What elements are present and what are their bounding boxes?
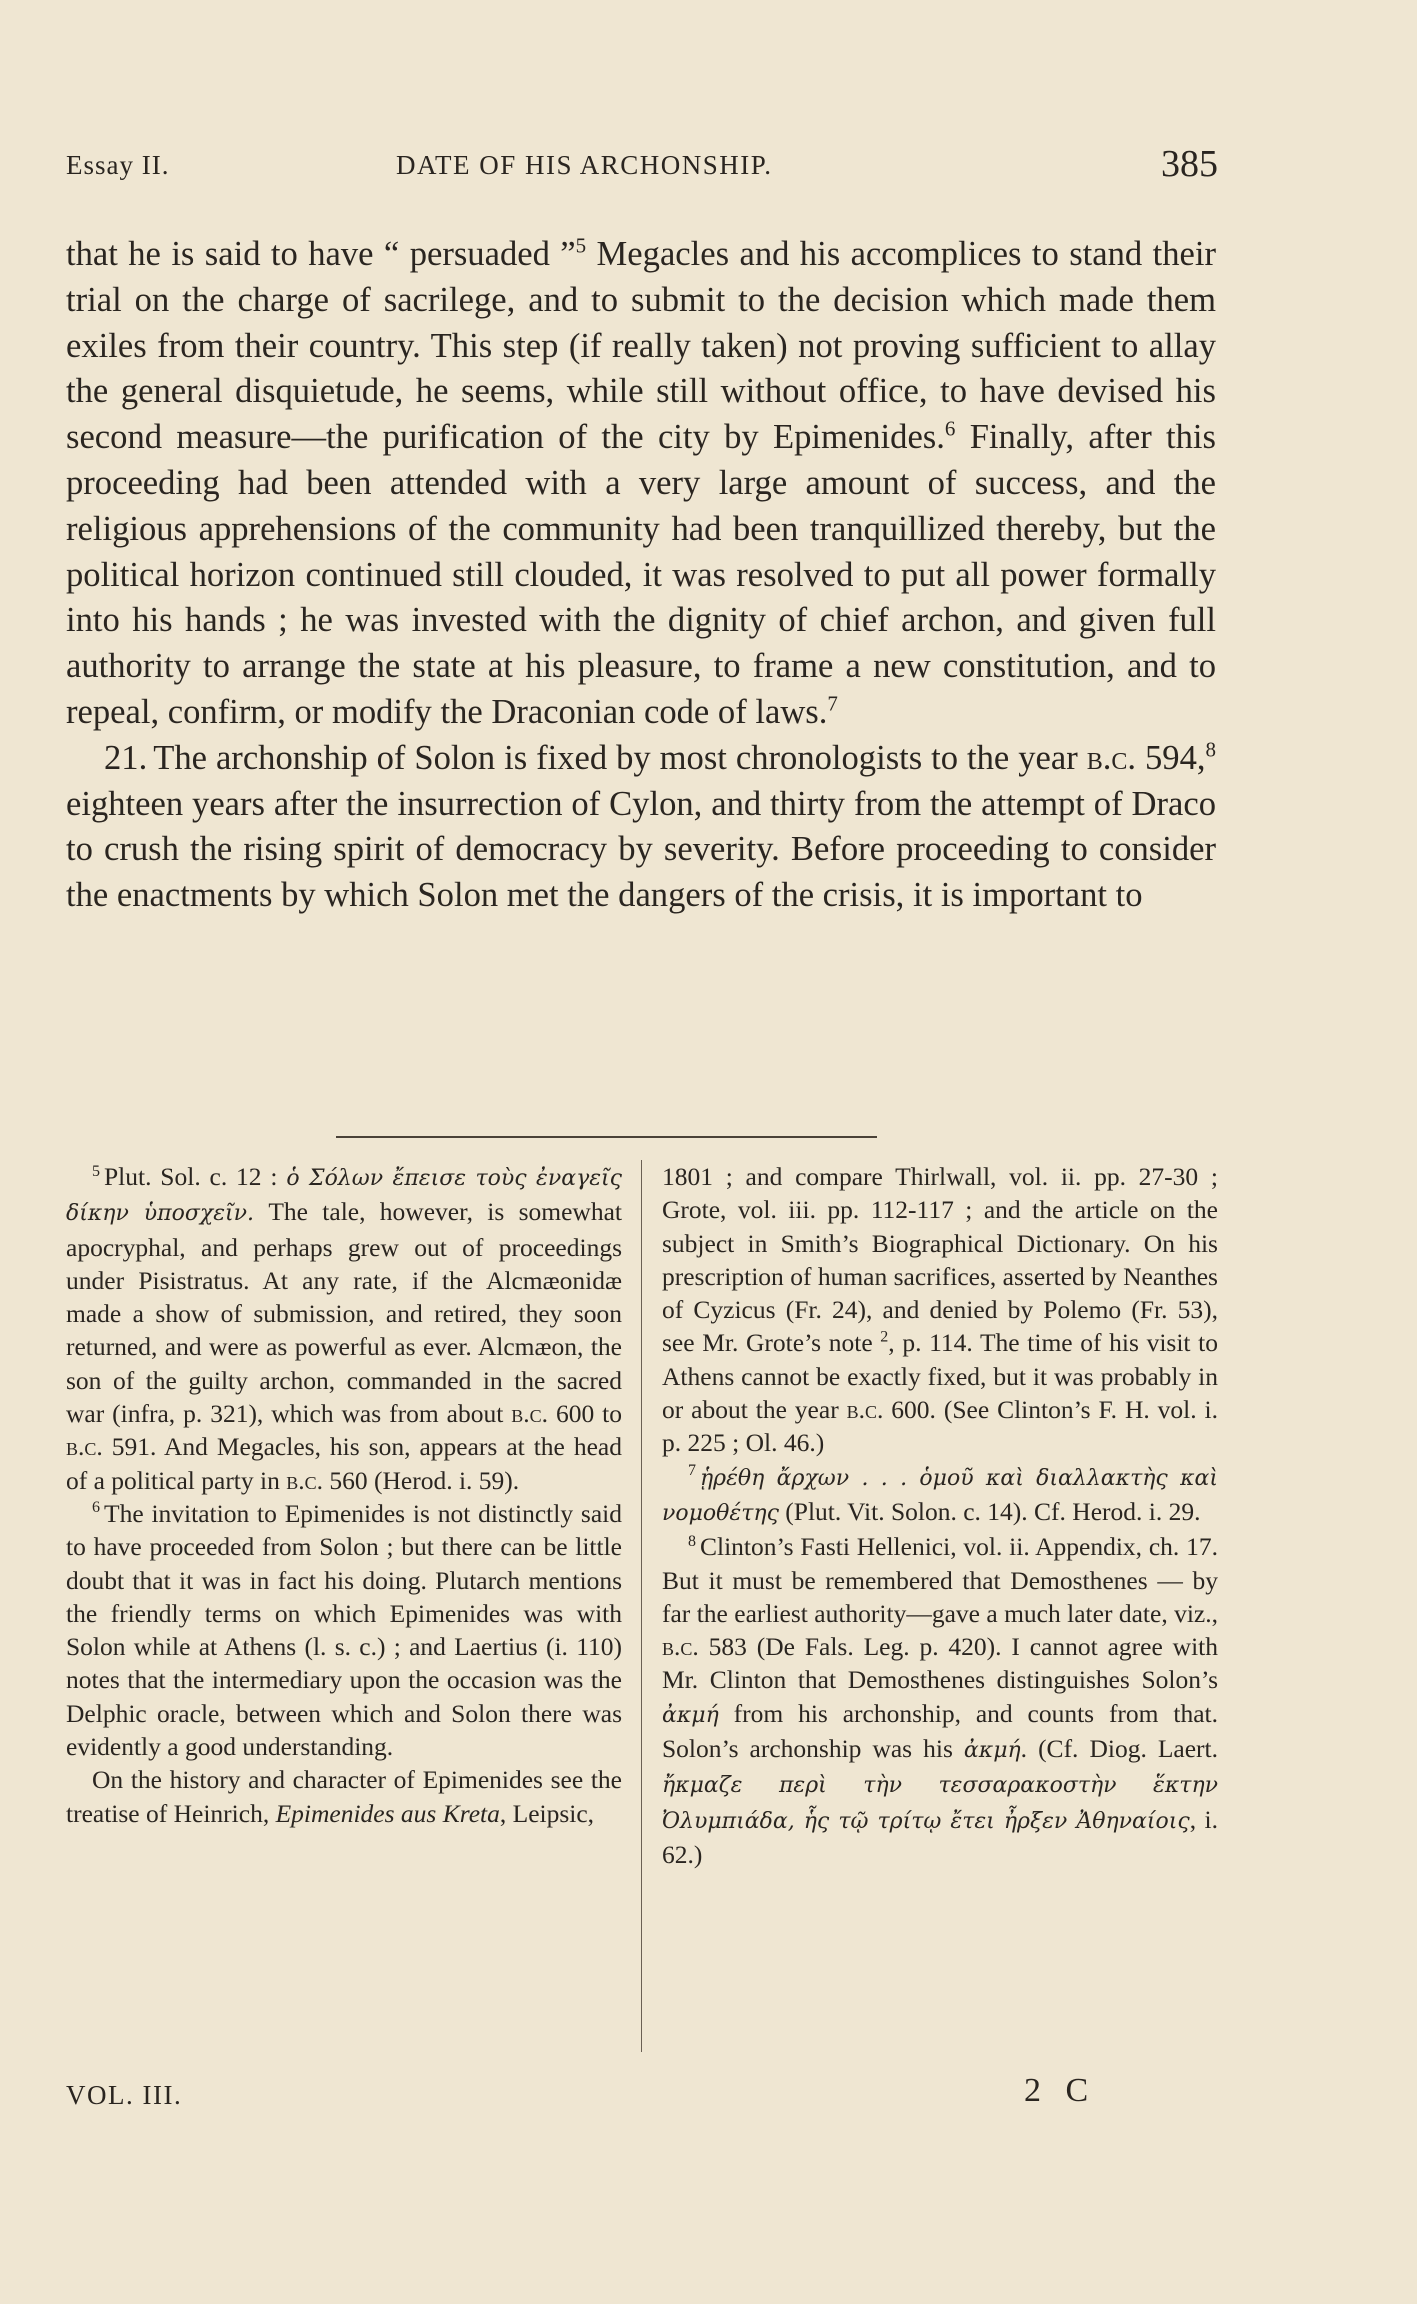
paragraph-21	[66, 736, 1216, 919]
text-run: b.c.	[662, 1632, 699, 1662]
footnote-5	[66, 1160, 622, 1497]
text-run: 594,	[1136, 738, 1206, 777]
footnote-ref-7[interactable]: 7	[827, 691, 838, 716]
text-run: Finally, after this proceeding had been attended with a very large amount of success, and the religious apprehensions of the community had been tranquillized thereby, but the political horizon continued still clouded, it was resolved to put all power formally into his hands ; he was invested with the dignity of chief archon, and given full authority to arrange the state at his pleasure, to frame a new constitution, and to repeal, confirm, or modify the Draconian code of laws.	[66, 418, 1216, 731]
text-run: On the history and character of Epimenides see the treatise of Heinrich,	[66, 1765, 622, 1828]
text-run: b.c.	[66, 1432, 103, 1462]
paragraph-1	[66, 232, 1216, 736]
book-title: Epimenides aus Kreta	[275, 1798, 500, 1828]
chapter-title: DATE OF HIS ARCHONSHIP.	[396, 150, 773, 180]
greek-word: ἀκμή	[963, 1738, 1021, 1764]
greek-word: ἀκμή	[662, 1702, 719, 1728]
text-run: 583 (De Fals. Leg. p. 420). I cannot agree with Mr. Clinton that Demosthenes distinguishes Solon’s	[662, 1632, 1218, 1695]
text-run: eighteen years after the insurrection of Cylon, and thirty from the attempt of Draco to crush the rising spirit of democracy by severity. Before proceeding to consider the enactments by which Solon met the dangers of the crisis, it is important to	[66, 784, 1216, 915]
text-run: , p. 114. The time of his visit to Athens cannot be exactly fixed, but it was probably in or about the year	[662, 1328, 1218, 1425]
text-run: , i. 62.)	[662, 1804, 1218, 1869]
text-run: Plut. Sol. c. 12 :	[104, 1162, 287, 1191]
footnotes-right-column	[662, 1160, 1218, 1871]
greek-quote: ᾑρέθη ἄρχων . . . ὁμοῦ καὶ διαλλακτὴς καὶ νομοθέτης	[662, 1465, 1218, 1526]
text-run: The archonship of Solon is fixed by most chronologists to the year	[153, 738, 1087, 777]
text-run: Clinton’s Fasti Hellenici, vol. ii. Appendix, ch. 17. But it must be remembered that Demosthenes — by far the earliest authority—gave a much later date, viz.,	[662, 1532, 1218, 1628]
text-run: b.c.	[511, 1399, 549, 1429]
footnote-6-continued	[662, 1160, 1218, 1460]
text-run: Megacles and his accomplices to stand their trial on the charge of sacrilege, and to submit to the decision which made them exiles from their country. This step (if really taken) not proving sufficient to allay the general disquietude, he seems, while still without office, to have devised his second measure—the purification of the city by Epimenides.	[66, 235, 1216, 457]
text-run: from his archonship, and counts from that. Solon’s archonship was his	[662, 1698, 1218, 1764]
text-run: 560 (Herod. i. 59).	[323, 1465, 520, 1495]
text-run: b.c.	[846, 1395, 884, 1425]
footnotes-left-column	[66, 1160, 622, 1830]
main-text	[66, 232, 1216, 919]
greek-quote: ἤκμαζε περὶ τὴν τεσσαρακοστὴν ἕκτην Ὀλυμπιάδα, ἧς τῷ τρίτῳ ἔτει ἦρξεν Ἀθηναίοις	[662, 1773, 1218, 1834]
text-run: . (Cf. Diog. Laert.	[1020, 1734, 1219, 1764]
footnote-6-para-2	[66, 1763, 622, 1830]
footnote-mark: 7	[688, 1462, 696, 1480]
text-run: 1801 ; and compare Thirlwall, vol. ii. pp. 27-30 ; Grote, vol. iii. pp. 112-117 ; and the article on the subject in Smith’s Biographical Dictionary. On his prescription of human sacrifices, asserted by Neanthes of Cyzicus (Fr. 24), and denied by Polemo (Fr. 53), see Mr. Grote’s note	[662, 1162, 1218, 1358]
footnote-6	[66, 1497, 622, 1763]
text-run: (Plut. Vit. Solon. c. 14). Cf. Herod. i. 29.	[778, 1496, 1201, 1526]
text-run: 600. (See Clinton’s F. H. vol. i. p. 225 ; Ol. 46.)	[662, 1395, 1218, 1458]
essay-label: Essay II.	[66, 150, 170, 180]
text-run: The invitation to Epimenides is not distinctly said to have proceeded from Solon ; but there can be little doubt that it was in fact his doing. Plutarch mentions the friendly terms on which Epimenides was with Solon while at Athens (l. s. c.) ; and Laertius (i. 110) notes that the intermediary upon the occasion was the Delphic oracle, between which and Solon there was evidently a good understanding.	[66, 1498, 622, 1762]
footnote-ref-6[interactable]: 6	[944, 416, 956, 441]
footnote-8	[662, 1530, 1218, 1871]
volume-mark: VOL. III.	[66, 2080, 183, 2110]
column-divider	[641, 1160, 642, 2052]
footnote-mark: 8	[688, 1532, 696, 1550]
text-run: b.c.	[1086, 738, 1137, 777]
note-superscript: 2	[880, 1328, 889, 1346]
page-number: 385	[1161, 143, 1218, 185]
text-run: 591. And Megacles, his son, appears at the head of a political party in	[66, 1432, 622, 1495]
text-run: , Leipsic,	[499, 1798, 595, 1828]
footnote-7	[662, 1460, 1218, 1531]
signature-mark: 2 C	[1024, 2072, 1097, 2109]
footnote-mark: 6	[92, 1499, 100, 1517]
text-run: b.c.	[286, 1465, 323, 1495]
greek-quote: ὁ Σόλων ἔπεισε τοὺς ἐναγεῖς δίκην ὑποσχεῖν.	[66, 1166, 622, 1227]
footnote-ref-8[interactable]: 8	[1205, 737, 1217, 762]
footnote-separator	[336, 1136, 877, 1138]
footnote-ref-5[interactable]: 5	[575, 233, 587, 258]
footnote-mark: 5	[92, 1162, 100, 1180]
running-head	[66, 142, 1218, 192]
text-run: 600 to	[548, 1399, 622, 1429]
section-number: 21.	[104, 738, 148, 777]
text-run: that he is said to have “ persuaded ”	[66, 235, 576, 273]
text-run: The tale, however, is somewhat apocryphal, and perhaps grew out of proceedings under Pisistratus. At any rate, if the Alcmæonidæ made a show of submission, and retired, they soon returned, and were as powerful as ever. Alcmæon, the son of the guilty archon, commanded in the sacred war (infra, p. 321), which was from about	[66, 1197, 622, 1429]
